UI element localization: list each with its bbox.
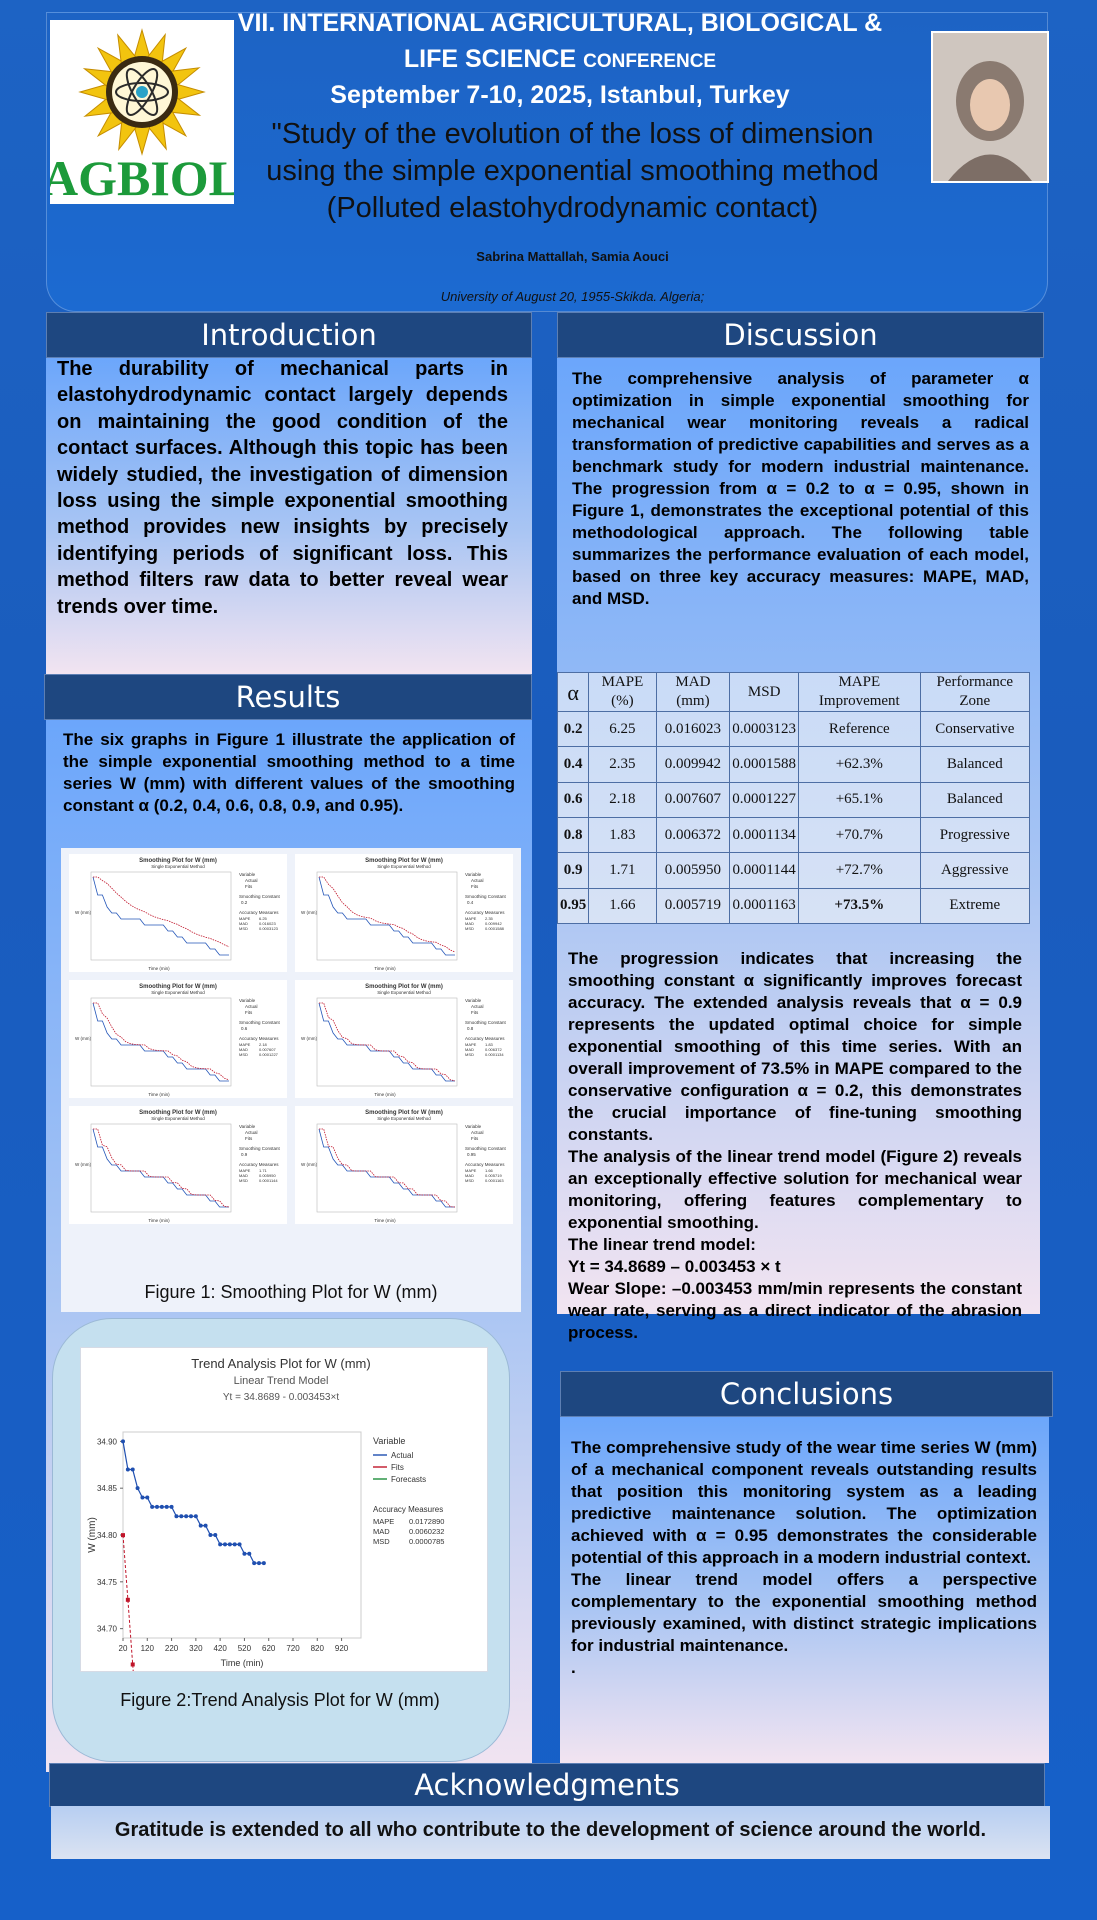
- conclusions-text-1: The comprehensive study of the wear time series W (mm) of a mechanical component reveals outstanding results that position this monitoring system as a leading predictive maintenance solution. The optimization achieved with α = 0.95 demonstrates the considerable potential of this approach in a modern industrial context.: [571, 1438, 1037, 1567]
- actual-point: [247, 1552, 251, 1556]
- conference-title-line1: VII. INTERNATIONAL AGRICULTURAL, BIOLOGICAL &: [237, 9, 883, 37]
- x-axis-label: Time (min): [220, 1658, 264, 1668]
- x-tick-label: 920: [334, 1644, 349, 1653]
- mini-mape-value: 2.18: [259, 1042, 267, 1047]
- actual-point: [208, 1533, 212, 1537]
- table-cell: 0.8: [558, 817, 589, 852]
- actual-point: [140, 1496, 144, 1500]
- mini-mape-value: 6.25: [259, 916, 267, 921]
- smoothing-plot: [69, 854, 287, 972]
- table-cell: 0.0001588: [730, 747, 799, 782]
- mini-plot-title: Smoothing Plot for W (mm): [139, 858, 217, 864]
- table-cell: +62.3%: [799, 747, 921, 782]
- mini-plot-subtitle: Single Exponential Method: [377, 864, 431, 869]
- mini-plot-area: [317, 998, 457, 1086]
- table-cell: Progressive: [920, 817, 1029, 852]
- actual-point: [174, 1514, 178, 1518]
- mini-legend-actual: Actual: [245, 1130, 258, 1135]
- mini-legend-fits: Fits: [245, 1136, 253, 1141]
- actual-point: [199, 1524, 203, 1528]
- authors: Sabrina Mattallah, Samia Aouci: [476, 249, 669, 264]
- mini-plot-title: Smoothing Plot for W (mm): [365, 858, 443, 864]
- smoothing-plot: [295, 854, 513, 972]
- table-row: [558, 747, 1030, 782]
- mini-legend-title: Variable: [239, 872, 256, 877]
- mini-plot-ylabel: W (mm): [75, 1162, 91, 1167]
- accuracy-name: MAPE: [373, 1517, 395, 1526]
- mini-mad-value: 0.016023: [259, 921, 276, 926]
- introduction-text: The durability of mechanical parts in elastohydrodynamic contact largely depends on maintaining the good condition of the contact surfaces. Although this topic has been widely studied, the investigation of dimension loss using the simple exponential smoothing method provides new insights by precisely identifying periods of significant loss. This method filters raw data to better reveal wear trends over time.: [57, 358, 508, 618]
- actual-point: [184, 1514, 188, 1518]
- table-cell: 0.0001144: [730, 853, 799, 888]
- table-header-cell: MSD: [730, 673, 799, 712]
- mini-smoothing-constant-label: Smoothing Constant: [239, 1020, 280, 1025]
- mini-mape-label: MAPE: [465, 916, 477, 921]
- y-tick-label: 34.70: [96, 1624, 117, 1634]
- table-cell: 6.25: [589, 712, 656, 747]
- legend-fits: Fits: [391, 1463, 404, 1472]
- mini-legend-actual: Actual: [471, 1130, 484, 1135]
- mini-msd-value: 0.0001588: [485, 926, 504, 931]
- actual-point: [150, 1505, 154, 1509]
- mini-plot-xlabel: Time (min): [374, 1218, 396, 1223]
- x-tick-label: 620: [262, 1644, 276, 1653]
- trend-chart-svg: [81, 1348, 487, 1671]
- fit-point: [131, 1662, 135, 1666]
- mini-plot-ylabel: W (mm): [301, 910, 317, 915]
- mini-mad-value: 0.005719: [485, 1173, 502, 1178]
- table-body: [558, 712, 1030, 924]
- actual-point: [242, 1552, 246, 1556]
- mini-smoothing-constant-label: Smoothing Constant: [239, 894, 280, 899]
- legend-title: Variable: [373, 1436, 406, 1446]
- actual-point: [126, 1467, 130, 1471]
- mini-accuracy-title: Accuracy Measures: [465, 1036, 505, 1041]
- mini-plot-area: [317, 872, 457, 960]
- mini-plot-area: [91, 998, 231, 1086]
- x-tick-label: 720: [286, 1644, 300, 1653]
- mini-msd-value: 0.0001134: [485, 1052, 504, 1057]
- mini-alpha-value: 0.95: [467, 1152, 476, 1157]
- mini-legend-fits: Fits: [245, 1010, 253, 1015]
- smoothing-plot: [69, 1106, 287, 1224]
- mini-plot-title: Smoothing Plot for W (mm): [365, 984, 443, 990]
- mini-legend-title: Variable: [465, 872, 482, 877]
- accuracy-name: MSD: [373, 1537, 390, 1546]
- mini-plot-xlabel: Time (min): [374, 966, 396, 971]
- mini-accuracy-title: Accuracy Measures: [239, 1162, 279, 1167]
- table-row: [558, 888, 1030, 923]
- introduction-heading: Introduction: [46, 312, 532, 358]
- mini-legend-title: Variable: [239, 1124, 256, 1129]
- table-cell: 0.016023: [656, 712, 730, 747]
- mini-mad-label: MAD: [465, 1047, 474, 1052]
- table-cell: 0.2: [558, 712, 589, 747]
- mini-plot-subtitle: Single Exponential Method: [151, 990, 205, 995]
- mini-alpha-value: 0.4: [467, 900, 474, 905]
- table-cell: 0.0001134: [730, 817, 799, 852]
- x-tick-label: 20: [118, 1644, 128, 1653]
- mini-plot-xlabel: Time (min): [374, 1092, 396, 1097]
- y-tick-label: 34.80: [96, 1531, 117, 1540]
- table-cell: +73.5%: [799, 888, 921, 923]
- mini-legend-fits: Fits: [471, 1010, 479, 1015]
- mini-plot-title: Smoothing Plot for W (mm): [139, 1110, 217, 1116]
- mini-msd-label: MSD: [239, 926, 248, 931]
- actual-point: [155, 1505, 159, 1509]
- mini-legend-actual: Actual: [245, 1004, 258, 1009]
- table-cell: 0.005719: [656, 888, 730, 923]
- poster-title: "Study of the evolution of the loss of dimension using the simple exponential smoothing method (Polluted elastohydrodynamic contact): [266, 118, 879, 224]
- results-heading: Results: [44, 674, 532, 720]
- mini-legend-fits: Fits: [245, 884, 253, 889]
- chart-equation: Yt = 34.8689 - 0.003453×t: [222, 1392, 340, 1403]
- mini-mape-label: MAPE: [239, 1042, 251, 1047]
- actual-point: [121, 1439, 125, 1443]
- mini-mad-label: MAD: [239, 1047, 248, 1052]
- mini-mape-label: MAPE: [239, 916, 251, 921]
- table-cell: 0.009942: [656, 747, 730, 782]
- table-header-cell: MAD (mm): [656, 673, 730, 712]
- table-row: [558, 853, 1030, 888]
- mini-plot-ylabel: W (mm): [75, 910, 91, 915]
- mini-plot-title: Smoothing Plot for W (mm): [139, 984, 217, 990]
- mini-accuracy-title: Accuracy Measures: [239, 910, 279, 915]
- mini-plot-subtitle: Single Exponential Method: [151, 1116, 205, 1121]
- figure1-container: [61, 848, 521, 1312]
- table-cell: Extreme: [920, 888, 1029, 923]
- table-cell: 1.66: [589, 888, 656, 923]
- mini-mape-label: MAPE: [465, 1168, 477, 1173]
- accuracy-value: 0.0060232: [409, 1527, 445, 1536]
- conclusions-text-block: [571, 1437, 1037, 1679]
- fit-point: [126, 1598, 130, 1602]
- mini-mape-value: 1.83: [485, 1042, 493, 1047]
- mini-mad-value: 0.007607: [259, 1047, 276, 1052]
- discussion-heading: Discussion: [557, 312, 1044, 358]
- mini-msd-label: MSD: [239, 1178, 248, 1183]
- table-cell: +70.7%: [799, 817, 921, 852]
- mini-mad-label: MAD: [239, 1173, 248, 1178]
- table-cell: 0.0003123: [730, 712, 799, 747]
- actual-point: [165, 1505, 169, 1509]
- discussion-text-2: The progression indicates that increasing the smoothing constant α significantly improves forecast accuracy. The extended analysis reveals that α = 0.9 represents the updated optimal choice for simple exponential smoothing of this time series. With an overall improvement of 73.5% in MAPE compared to the conservative configuration α = 0.2, this demonstrates the crucial importance of fine-tuning smoothing constants.: [568, 949, 1022, 1144]
- fit-point: [121, 1533, 125, 1537]
- chart-subtitle: Linear Trend Model: [233, 1375, 329, 1387]
- actual-point: [223, 1542, 227, 1546]
- conclusions-text-2: The linear trend model offers a perspective complementary to the exponential smoothing method previously examined, with distinct strategic implications for industrial maintenance.: [571, 1570, 1037, 1655]
- table-cell: +65.1%: [799, 782, 921, 817]
- mini-smoothing-constant-label: Smoothing Constant: [465, 894, 506, 899]
- mini-plot-ylabel: W (mm): [75, 1036, 91, 1041]
- table-header-cell: α: [558, 673, 589, 712]
- y-tick-label: 34.90: [96, 1437, 117, 1447]
- mini-plot-subtitle: Single Exponential Method: [377, 1116, 431, 1121]
- mini-legend-actual: Actual: [471, 1004, 484, 1009]
- discussion-text-1: The comprehensive analysis of parameter α optimization in simple exponential smoothing for mechanical wear monitoring reveals a radical transformation of predictive capabilities and serves as a benchmark study for modern industrial maintenance. The progression from α = 0.2 to α = 0.95, shown in Figure 1, demonstrates the exceptional potential of this methodological approach. The following table summarizes the performance evaluation of each model, based on three key accuracy measures: MAPE, MAD, and MSD.: [572, 369, 1029, 608]
- actual-point: [131, 1467, 135, 1471]
- mini-mad-value: 0.005950: [259, 1173, 276, 1178]
- accuracy-value: 0.0172890: [409, 1517, 445, 1526]
- x-tick-label: 320: [189, 1644, 203, 1653]
- actual-point: [204, 1524, 208, 1528]
- legend-forecasts: Forecasts: [391, 1475, 427, 1484]
- mini-alpha-value: 0.8: [467, 1026, 474, 1031]
- table-cell: 1.83: [589, 817, 656, 852]
- mini-plot-xlabel: Time (min): [148, 1218, 170, 1223]
- mini-mape-label: MAPE: [465, 1042, 477, 1047]
- conference-title-line2: [220, 44, 900, 77]
- trend-chart: [80, 1347, 488, 1672]
- mini-mad-label: MAD: [465, 1173, 474, 1178]
- mini-msd-label: MSD: [465, 1178, 474, 1183]
- table-cell: 0.95: [558, 888, 589, 923]
- mini-legend-fits: Fits: [471, 884, 479, 889]
- mini-msd-value: 0.0001144: [259, 1178, 278, 1183]
- conference-date-place: September 7-10, 2025, Istanbul, Turkey: [330, 81, 790, 109]
- table-cell: 2.18: [589, 782, 656, 817]
- mini-plot-area: [91, 1124, 231, 1212]
- table-header-cell: Performance Zone: [920, 673, 1029, 712]
- mini-legend-fits: Fits: [471, 1136, 479, 1141]
- mini-alpha-value: 0.2: [241, 900, 248, 905]
- actual-point: [257, 1561, 261, 1565]
- mini-mad-label: MAD: [465, 921, 474, 926]
- mini-plot-ylabel: W (mm): [301, 1036, 317, 1041]
- table-header-cell: MAPE (%): [589, 673, 656, 712]
- table-row: [558, 712, 1030, 747]
- x-tick-label: 220: [164, 1644, 179, 1653]
- mini-mape-value: 1.66: [485, 1168, 493, 1173]
- mini-legend-actual: Actual: [245, 878, 258, 883]
- actual-point: [160, 1505, 164, 1509]
- y-axis-label: W (mm): [87, 1517, 98, 1553]
- smoothing-plot: [295, 1106, 513, 1224]
- mini-msd-value: 0.0003123: [259, 926, 278, 931]
- discussion-text-4: The linear trend model:: [568, 1235, 756, 1254]
- y-tick-label: 34.85: [96, 1484, 117, 1494]
- table-cell: 1.71: [589, 853, 656, 888]
- mini-plot-area: [91, 872, 231, 960]
- affiliation: University of August 20, 1955-Skikda. Algeria;: [440, 289, 705, 304]
- performance-table: [557, 672, 1030, 924]
- mini-plot-ylabel: W (mm): [301, 1162, 317, 1167]
- mini-mape-value: 1.71: [259, 1168, 267, 1173]
- actual-point: [228, 1542, 232, 1546]
- table-header-row: [558, 673, 1030, 712]
- table-cell: 0.4: [558, 747, 589, 782]
- table-cell: 0.007607: [656, 782, 730, 817]
- actual-point: [179, 1514, 183, 1518]
- mini-mape-label: MAPE: [239, 1168, 251, 1173]
- table-cell: Reference: [799, 712, 921, 747]
- x-tick-label: 420: [213, 1644, 227, 1653]
- mini-smoothing-constant-label: Smoothing Constant: [465, 1146, 506, 1151]
- actual-point: [170, 1505, 174, 1509]
- chart-title: Trend Analysis Plot for W (mm): [191, 1356, 371, 1371]
- mini-accuracy-title: Accuracy Measures: [465, 910, 505, 915]
- x-tick-label: 820: [310, 1644, 324, 1653]
- mini-plot-subtitle: Single Exponential Method: [377, 990, 431, 995]
- table-cell: Balanced: [920, 782, 1029, 817]
- actual-point: [252, 1561, 256, 1565]
- mini-msd-value: 0.0001163: [485, 1178, 504, 1183]
- table-header-cell: MAPE Improvement: [799, 673, 921, 712]
- logo-text: AGBIOL: [50, 150, 234, 204]
- mini-msd-value: 0.0001227: [259, 1052, 278, 1057]
- mini-legend-title: Variable: [465, 1124, 482, 1129]
- table-cell: 0.006372: [656, 817, 730, 852]
- mini-alpha-value: 0.9: [241, 1152, 248, 1157]
- y-tick-label: 34.75: [96, 1577, 117, 1587]
- table-cell: 0.005950: [656, 853, 730, 888]
- mini-mape-value: 2.35: [485, 916, 493, 921]
- table-cell: +72.7%: [799, 853, 921, 888]
- accuracy-name: MAD: [373, 1527, 390, 1536]
- mini-msd-label: MSD: [465, 926, 474, 931]
- mini-legend-title: Variable: [239, 998, 256, 1003]
- x-tick-label: 120: [140, 1644, 154, 1653]
- table-cell: Conservative: [920, 712, 1029, 747]
- conference-suffix: CONFERENCE: [583, 51, 717, 72]
- table-cell: 0.9: [558, 853, 589, 888]
- mini-plot-subtitle: Single Exponential Method: [151, 864, 205, 869]
- table-row: [558, 817, 1030, 852]
- mini-legend-actual: Actual: [471, 878, 484, 883]
- conclusions-text-3: .: [571, 1658, 576, 1677]
- smoothing-plot: [295, 980, 513, 1098]
- actual-point: [238, 1542, 242, 1546]
- actual-point: [189, 1514, 193, 1518]
- mini-mad-label: MAD: [239, 921, 248, 926]
- table-cell: 0.0001227: [730, 782, 799, 817]
- table-cell: Aggressive: [920, 853, 1029, 888]
- discussion-text-6: Wear Slope: –0.003453 mm/min represents the constant wear rate, serving as a direct indicator of the abrasion process.: [568, 1279, 1022, 1342]
- results-text: The six graphs in Figure 1 illustrate the application of the simple exponential smoothing method to a time series W (mm) with different values of the smoothing constant α (0.2, 0.4, 0.6, 0.8, 0.9, and 0.95).: [63, 730, 515, 815]
- conclusions-heading: Conclusions: [560, 1371, 1053, 1417]
- mini-plot-area: [317, 1124, 457, 1212]
- mini-msd-label: MSD: [465, 1052, 474, 1057]
- accuracy-title: Accuracy Measures: [373, 1505, 444, 1514]
- actual-point: [262, 1561, 266, 1565]
- mini-mad-value: 0.009942: [485, 921, 502, 926]
- mini-mad-value: 0.006372: [485, 1047, 502, 1052]
- accuracy-value: 0.0000785: [409, 1537, 445, 1546]
- actual-point: [136, 1486, 140, 1490]
- table-cell: 0.6: [558, 782, 589, 817]
- table-row: [558, 782, 1030, 817]
- conference-name: LIFE SCIENCE: [403, 45, 577, 73]
- legend-actual: Actual: [391, 1451, 414, 1460]
- table-cell: 2.35: [589, 747, 656, 782]
- mini-legend-title: Variable: [465, 998, 482, 1003]
- mini-plot-xlabel: Time (min): [148, 966, 170, 971]
- agbiol-logo: [50, 20, 234, 204]
- mini-accuracy-title: Accuracy Measures: [465, 1162, 505, 1167]
- figure2-caption: Figure 2:Trend Analysis Plot for W (mm): [120, 1690, 440, 1710]
- mini-plot-xlabel: Time (min): [148, 1092, 170, 1097]
- mini-alpha-value: 0.6: [241, 1026, 248, 1031]
- x-tick-label: 520: [237, 1644, 252, 1653]
- author-photo: [931, 31, 1049, 183]
- table-cell: Balanced: [920, 747, 1029, 782]
- plot-area: [123, 1432, 361, 1638]
- actual-point: [218, 1542, 222, 1546]
- discussion-text-block: [568, 948, 1022, 1344]
- acknowledgments-heading: Acknowledgments: [49, 1763, 1045, 1807]
- figure1-caption: Figure 1: Smoothing Plot for W (mm): [144, 1282, 438, 1302]
- acknowledgments-text: Gratitude is extended to all who contribute to the development of science around the world.: [114, 1819, 987, 1841]
- mini-smoothing-constant-label: Smoothing Constant: [465, 1020, 506, 1025]
- discussion-text-3: The analysis of the linear trend model (Figure 2) reveals an exceptionally effective solution for mechanical wear monitoring, offering features complementary to exponential smoothing.: [568, 1147, 1022, 1232]
- mini-smoothing-constant-label: Smoothing Constant: [239, 1146, 280, 1151]
- actual-point: [233, 1542, 237, 1546]
- mini-accuracy-title: Accuracy Measures: [239, 1036, 279, 1041]
- actual-point: [145, 1496, 149, 1500]
- smoothing-plot: [69, 980, 287, 1098]
- mini-plot-title: Smoothing Plot for W (mm): [365, 1110, 443, 1116]
- trend-equation: Yt = 34.8689 – 0.003453 × t: [568, 1257, 781, 1276]
- table-cell: 0.0001163: [730, 888, 799, 923]
- actual-point: [194, 1514, 198, 1518]
- actual-point: [213, 1533, 217, 1537]
- mini-msd-label: MSD: [239, 1052, 248, 1057]
